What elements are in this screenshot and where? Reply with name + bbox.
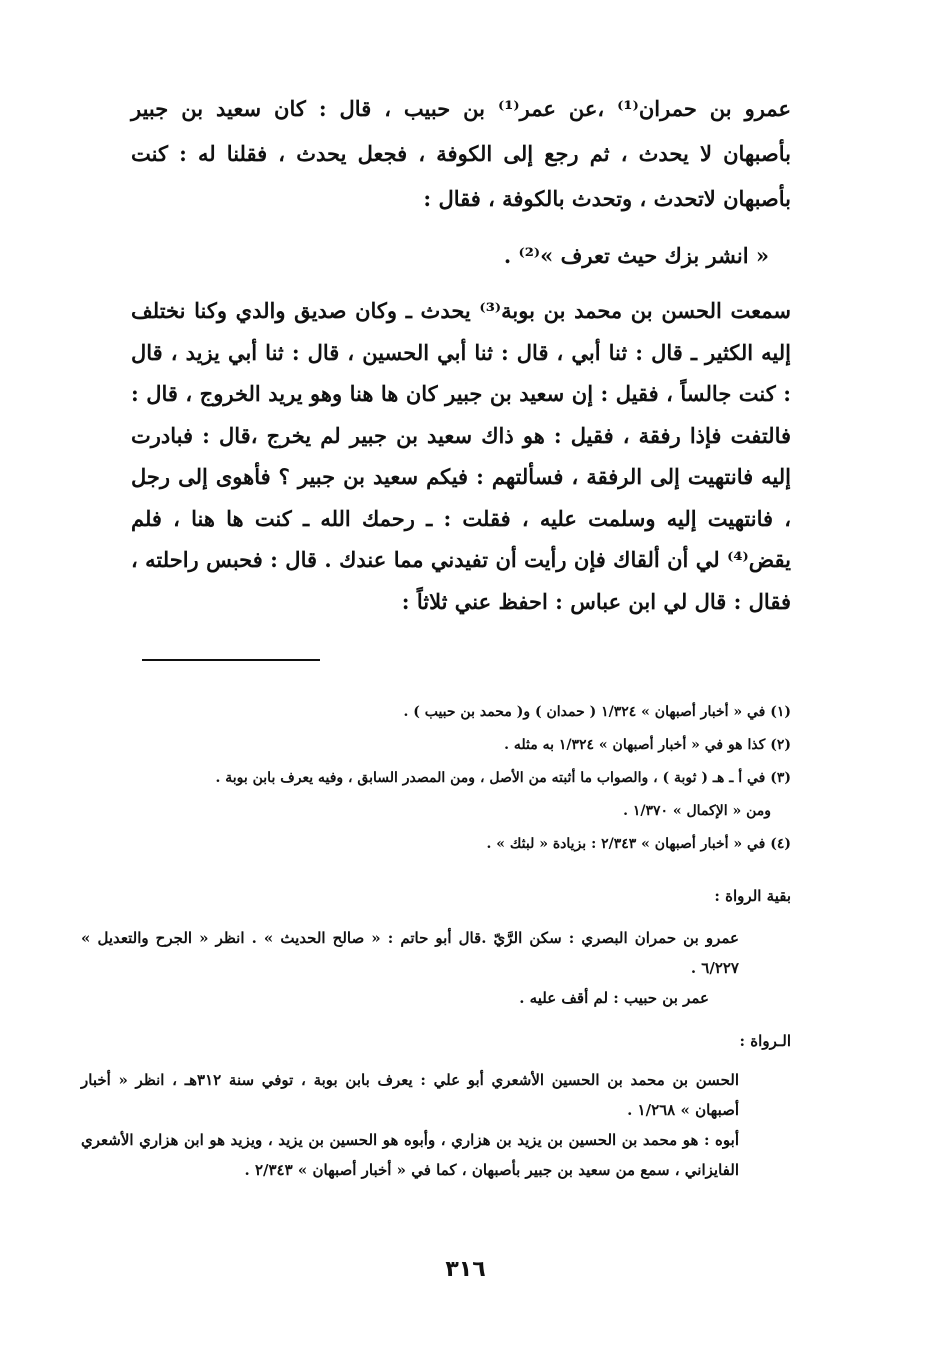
narrator-father: أبوه : هو محمد بن الحسين بن يزيد بن هزاري ، وأبوه هو الحسين بن يزيد ، ويزيد هو ابن هزاري الأشعري الفايزاني ، سمع من سعيد بن جبير بأصبهان ، كما في « أخبار أصبهان » ٢/٣٤٣ . <box>81 1131 739 1179</box>
quoted-saying <box>109 236 791 276</box>
narrators-list <box>81 1065 791 1185</box>
footnote-separator <box>142 659 320 661</box>
footnote-1: (١) في « أخبار أصبهان » ١/٣٢٤ ( حمدان ) و( محمد بن حبيب ) . <box>403 704 791 720</box>
narrator-hasan-bin-muhammad: الحسن بن محمد بن الحسين الأشعري أبو علي : يعرف بابن بوبة ، توفي سنة ٣١٢هـ ، انظر « أخبار أصبهان » ١/٢٦٨ . <box>81 1071 739 1119</box>
footnotes <box>81 696 791 861</box>
quote-text: « انشر بزك حيث تعرف »⁽²⁾ . <box>503 243 769 268</box>
narrator-amr-bin-humran: عمرو بن حمران البصري : سكن الرَّيّ .قال أبو حاتم : « صالح الحديث » . انظر « الجرح والتعديل » ٦/٢٢٧ . <box>81 929 740 977</box>
narrator-umar-bin-habib: عمر بن حبيب : لم أقف عليه . <box>519 989 709 1007</box>
paragraph-text: عمرو بن حمران⁽¹⁾ ،عن عمر⁽¹⁾ بن حبيب ، قال : كان سعيد بن جبير بأصبهان لا يحدث ، ثم رجع إلى الكوفة ، فجعل يحدث ، فقلنا له : كنت بأصبهان لاتحدث ، وتحدث بالكوفة ، فقال : <box>131 96 791 211</box>
paragraph-text: سمعت الحسن بن محمد بن بوبة⁽³⁾ يحدث ـ وكان صديق والدي وكنا نختلف إليه الكثير ـ قال : ثنا أبي ، قال : ثنا أبي الحسين ، قال : ثنا أبي يزيد ، قال : كنت جالساً ، فقيل : إن سعيد بن جبير كان ها هنا وهو يريد الخروج ، قال : فالتفت فإذا رفقة ، فقيل : هو ذاك سعيد بن جبير لم يخرج ،قال : فبادرت إليه فانتهيت إلى الرفقة ، فسألتهم : فيكم سعيد بن جبير ؟ فأهوى إلى رجل ، فانتهيت إليه وسلمت عليه ، فقلت : ـ رحمك الله ـ كنت ها هنا ، فلم يقض⁽⁴⁾ لي أن ألقاك فإن رأيت أن تفيدني مما عندك . قال : فحبس راحلته ، فقال : قال لي ابن عباس : احفظ عني ثلاثاً : <box>131 298 792 614</box>
heading-rest-of-narrators: بقية الرواة : <box>714 887 791 905</box>
heading-narrators: الـرواة : <box>739 1032 791 1050</box>
page-number: ٣١٦ <box>445 1257 486 1282</box>
footnote-3: (٣) في أ ـ هـ ( ثوبة ) ، والصواب ما أثبته من الأصل ، ومن المصدر السابق ، وفيه يعرف بابن بوبة . <box>215 770 791 786</box>
main-paragraph-1 <box>131 86 791 221</box>
main-paragraph-2 <box>131 290 791 622</box>
footnote-4: (٤) في « أخبار أصبهان » ٢/٣٤٣ : بزيادة « لبثك » . <box>486 836 791 852</box>
footnote-3-continuation: ومن « الإكمال » ١/٣٧٠ . <box>623 803 771 819</box>
footnote-2: (٢) كذا هو في « أخبار أصبهان » ١/٣٢٤ به مثله . <box>504 737 791 753</box>
rest-of-narrators-list <box>81 923 791 1013</box>
